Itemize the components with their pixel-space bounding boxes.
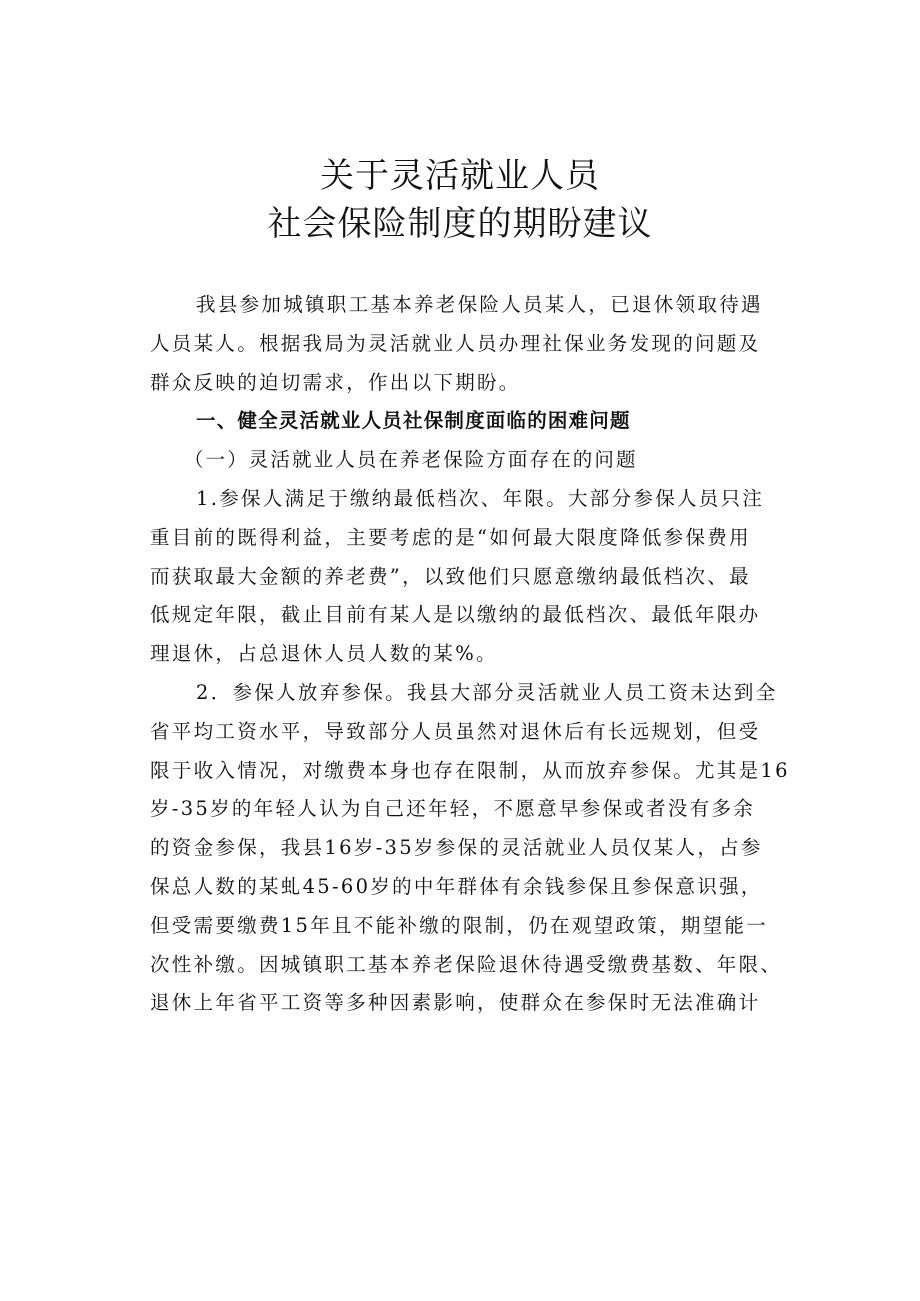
point2-line-9: 退休上年省平工资等多种因素影响，使群众在参保时无法准确计 xyxy=(150,991,761,1015)
title-line-2: 社会保险制度的期盼建议 xyxy=(267,204,653,244)
point1-line-1: 1.参保人满足于缴纳最低档次、年限。大部分参保人员只注 xyxy=(196,486,765,510)
point2-line-1: 2．参保人放弃参保。我县大部分灵活就业人员工资未达到全 xyxy=(196,680,778,704)
point2-line-5: 的资金参保，我县16岁-35岁参保的灵活就业人员仅某人，占参 xyxy=(150,836,763,860)
document-body xyxy=(150,286,810,1023)
point2-line-3: 限于收入情况，对缴费本身也存在限制，从而放弃参保。尤其是16 xyxy=(150,758,790,782)
point2-line-4: 岁-35岁的年轻人认为自己还年轻，不愿意早参保或者没有多余 xyxy=(150,797,756,821)
subsection-heading: （一）灵活就业人员在养老保险方面存在的问题 xyxy=(184,448,638,472)
point2-line-6: 保总人数的某虬45-60岁的中年群体有余钱参保且参保意识强， xyxy=(150,874,763,898)
point2-line-7: 但受需要缴费15年且不能补缴的限制，仍在观望政策，期望能一 xyxy=(150,913,769,937)
document-title xyxy=(0,152,920,248)
intro-line-1: 我县参加城镇职工基本养老保险人员某人，已退休领取待遇 xyxy=(196,293,763,316)
point2-line-2: 省平均工资水平，导致部分人员虽然对退休后有长远规划，但受 xyxy=(150,719,761,743)
section-heading: 一、健全灵活就业人员社保制度面临的困难问题 xyxy=(196,409,631,433)
intro-line-2: 人员某人。根据我局为灵活就业人员办理社保业务发现的问题及 xyxy=(150,331,761,355)
intro-line-3: 群众反映的迫切需求，作出以下期盼。 xyxy=(150,370,521,394)
point1-line-2: 重目前的既得利益，主要考虑的是“如何最大限度降低参保费用 xyxy=(150,525,751,549)
point2-line-8: 次性补缴。因城镇职工基本养老保险退休待遇受缴费基数、年限、 xyxy=(150,952,783,976)
point1-line-5: 理退休，占总退休人员人数的某%。 xyxy=(150,642,498,666)
point1-line-3: 而获取最大金额的养老费”，以致他们只愿意缴纳最低档次、最 xyxy=(150,564,751,588)
title-line-1: 关于灵活就业人员 xyxy=(320,156,600,196)
point1-line-4: 低规定年限，截止目前有某人是以缴纳的最低档次、最低年限办 xyxy=(150,603,761,627)
